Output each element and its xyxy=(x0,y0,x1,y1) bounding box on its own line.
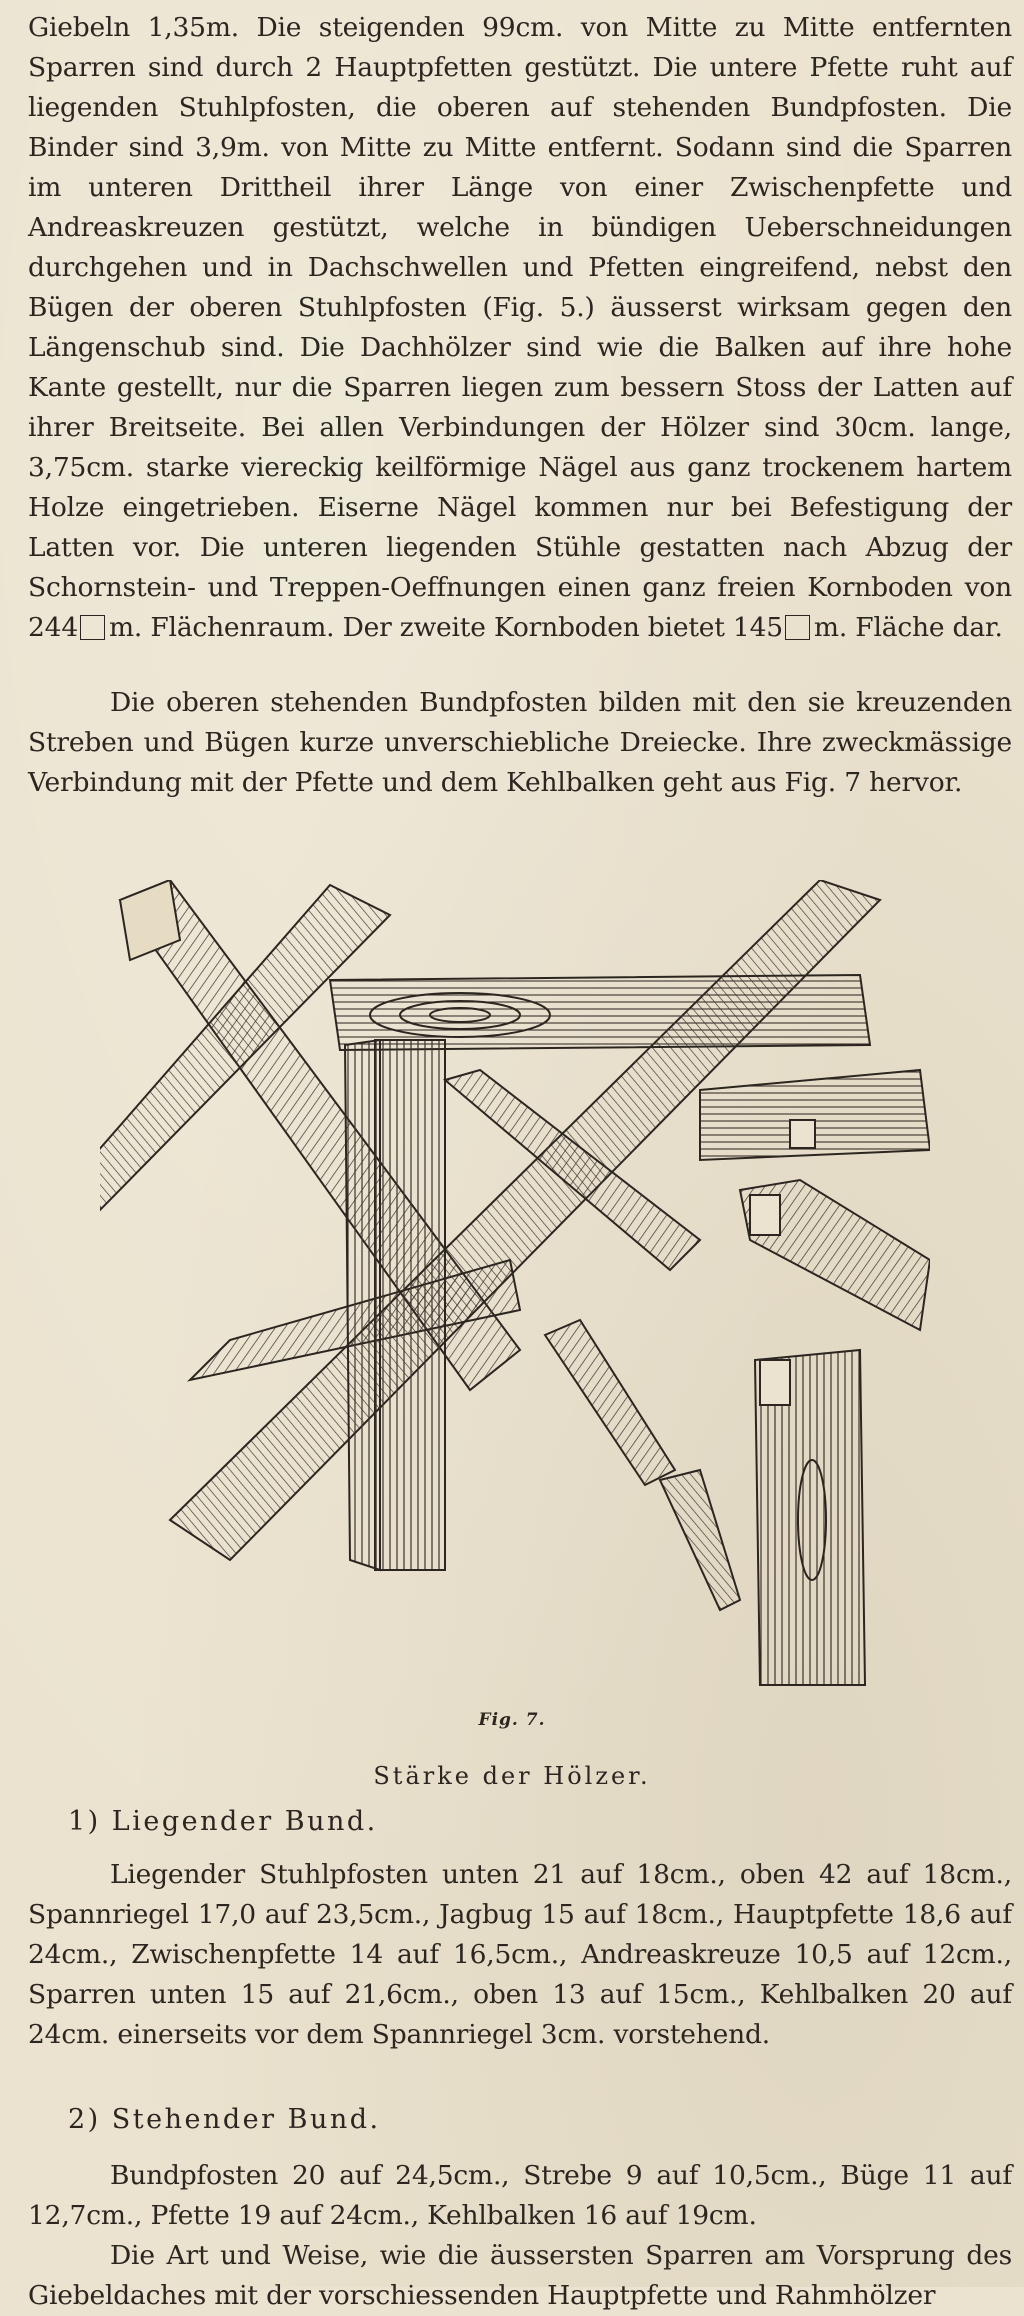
subsection-heading-2: 2) Stehender Bund. xyxy=(68,2104,381,2135)
subsection-paragraph-1: Liegender Stuhlpfosten unten 21 auf 18cm., oben 42 auf 18cm., Spannriegel 17,0 auf 23,5cm., Jagbug 15 auf 18cm., Hauptpfette 18,6 auf 24cm., Zwischenpfette 14 auf 16,5cm., Andreaskreuze 10,5 auf 12cm., Sparren unten 15 auf 21,6cm., oben 13 auf 15cm., Kehlbalken 20 auf 24cm. einerseits vor dem Spannriegel 3cm. vorstehend. xyxy=(28,1859,1012,2050)
paragraph-1: Giebeln 1,35m. Die steigenden 99cm. von Mitte zu Mitte entfernten Sparren sind durch 2 Hauptpfetten gestützt. Die untere Pfette ruht auf liegenden Stuhlpfosten, die oberen auf stehenden Bundpfosten. Die Binder sind 3,9m. von Mitte zu Mitte entfernt. Sodann sind die Sparren im unteren Drittheil ihrer Länge von einer Zwischenpfette und Andreaskreuzen gestützt, welche in bündigen Ueberschneidungen durchgehen und in Dachschwellen und Pfetten eingreifend, nebst den Bügen der oberen Stuhlpfosten (Fig. 5.) äusserst wirksam gegen den Längenschub sind. Die Dachhölzer sind wie die Balken auf ihre hohe Kante gestellt, nur die Sparren liegen zum bessern Stoss der Latten auf ihrer Breitseite. Bei allen Verbindungen der Hölzer sind 30cm. lange, 3,75cm. starke viereckig keilförmige Nägel aus ganz trockenem hartem Holze eingetrieben. Eiserne Nägel kommen nur bei Befestigung der Latten vor. Die unteren liegenden Stühle gestatten nach Abzug der Schornstein- und Treppen-Oeffnungen einen ganz freien Kornboden von 244 xyxy=(28,12,1012,643)
paragraph-last: Die Art und Weise, wie die äussersten Sparren am Vorsprung des Giebeldaches mit der vorschiessenden Hauptpfette und Rahmhölzer xyxy=(28,2240,1012,2311)
body-text-top xyxy=(28,8,1012,648)
detail-post xyxy=(755,1350,865,1685)
detail-piece-4 xyxy=(660,1470,740,1610)
paragraph-1-cont: m. Flächenraum. Der zweite Kornboden bietet 145 xyxy=(108,612,783,643)
paragraph-1-end: m. Fläche dar. xyxy=(813,612,1003,643)
detail-piece-2 xyxy=(740,1180,930,1330)
square-symbol-icon xyxy=(80,615,105,640)
figure-caption: Fig. 7. xyxy=(478,1710,546,1730)
square-symbol-icon xyxy=(785,615,810,640)
subsection-text-1 xyxy=(28,1855,1012,2055)
subsection-text-2 xyxy=(28,2156,1012,2316)
subsection-paragraph-2: Bundpfosten 20 auf 24,5cm., Strebe 9 auf 10,5cm., Büge 11 auf 12,7cm., Pfette 19 auf 24cm., Kehlbalken 16 auf 19cm. xyxy=(28,2160,1012,2231)
section-title: Stärke der Hölzer. xyxy=(373,1762,651,1790)
purlin-beam xyxy=(330,975,870,1050)
paragraph-2: Die oberen stehenden Bundpfosten bilden mit den sie kreuzenden Streben und Bügen kurze unverschiebliche Dreiecke. Ihre zweckmässige Verbindung mit der Pfette und dem Kehlbalken geht aus Fig. 7 hervor. xyxy=(28,687,1012,798)
timber-joint-illustration xyxy=(100,880,930,1690)
king-post xyxy=(345,1040,445,1570)
subsection-heading-1: 1) Liegender Bund. xyxy=(68,1806,378,1837)
body-text-paragraph-2 xyxy=(28,683,1012,803)
detail-piece-1 xyxy=(700,1070,930,1160)
detail-piece-3 xyxy=(545,1320,675,1485)
